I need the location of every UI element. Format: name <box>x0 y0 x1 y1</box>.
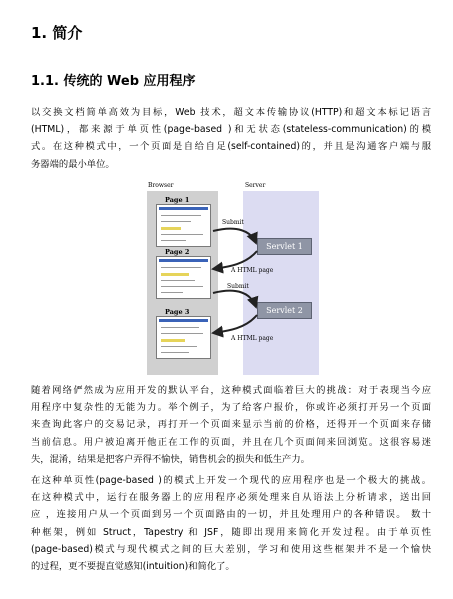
browser-label: Browser <box>148 182 174 189</box>
servlet-2-box: Servlet 2 <box>257 302 312 319</box>
paragraph-line: 应 ，连接用户从一个页面到另一个页面路由的一切，并且处理用户的各种错误。 数十 <box>31 509 431 521</box>
response-label-1: A HTML page <box>231 267 274 274</box>
paragraph-line: 式。在这种模式中，一个页面是自给自足(self-contained)的，并且是沟通客户端与服 <box>31 141 431 153</box>
paragraph-line: 种框架，例如 Struct，Tapestry 和 JSF，随即出现用来简化开发过程。由于单页性 <box>31 526 431 538</box>
submit-label-1: Submit <box>222 219 244 226</box>
response-arrow-2 <box>213 315 257 333</box>
paragraph-line: 失，混淆，结果是把客户弄得不愉快，销售机会的损失和低生产力。 <box>31 453 310 465</box>
page-title: Page 1 <box>165 196 190 204</box>
paragraph-line: 的过程，更不要提直觉感知(intuition)和简化了。 <box>31 561 235 573</box>
intro-paragraph <box>31 104 431 173</box>
page-based-model-diagram <box>147 181 319 380</box>
paragraph-line: (page-based)模式与现代模式之间的巨大差别，学习和使用这些框架并不是一个愉快 <box>31 543 431 555</box>
section-heading-1-1: 1.1. 传统的 Web 应用程序 <box>31 74 196 89</box>
paragraph-line: 在这种模式中，运行在服务器上的应用程序必须处理来自从语法上分析请求，送出回 <box>31 492 431 504</box>
framework-paragraph <box>31 472 431 575</box>
paragraph-line: 用程序中复杂性的无能为力。举个例子，为了给客户报价，你或许必须打开另一个页面 <box>31 402 431 414</box>
paragraph-line: (HTML)，都来源于单页性(page-based )和无状态(stateless-communication)的模 <box>31 124 431 136</box>
section-heading-1: 1. 简介 <box>31 24 83 42</box>
page-title: Page 2 <box>165 248 190 256</box>
paragraph-line: 来查询此客户的交易记录，再打开一个页面来显示当前的价格，还得开一个页面来存储 <box>31 419 431 431</box>
submit-label-2: Submit <box>227 283 249 290</box>
challenge-paragraph <box>31 382 431 468</box>
flow-arrows <box>147 181 319 380</box>
server-label: Server <box>245 182 266 189</box>
servlet-1-box: Servlet 1 <box>257 238 312 255</box>
submit-arrow-1 <box>213 229 256 243</box>
page-title: Page 3 <box>165 308 190 316</box>
paragraph-line: 在这种单页性(page-based )的模式上开发一个现代的应用程序也是一个极大的挑战。 <box>31 475 431 486</box>
submit-arrow-2 <box>213 291 256 307</box>
response-label-2: A HTML page <box>231 335 274 342</box>
paragraph-line: 以交换文档简单高效为目标，Web 技术，超文本传输协议(HTTP)和超文本标记语言 <box>31 107 431 118</box>
paragraph-line: 务器端的最小单位。 <box>31 158 115 170</box>
paragraph-line: 随着网络俨然成为应用开发的默认平台，这种模式面临着巨大的挑战：对于表现当今应 <box>31 385 431 396</box>
paragraph-line: 当前信息。用户被迫离开他正在工作的页面，并且在几个页面间来回浏览。这很容易迷 <box>31 436 431 448</box>
